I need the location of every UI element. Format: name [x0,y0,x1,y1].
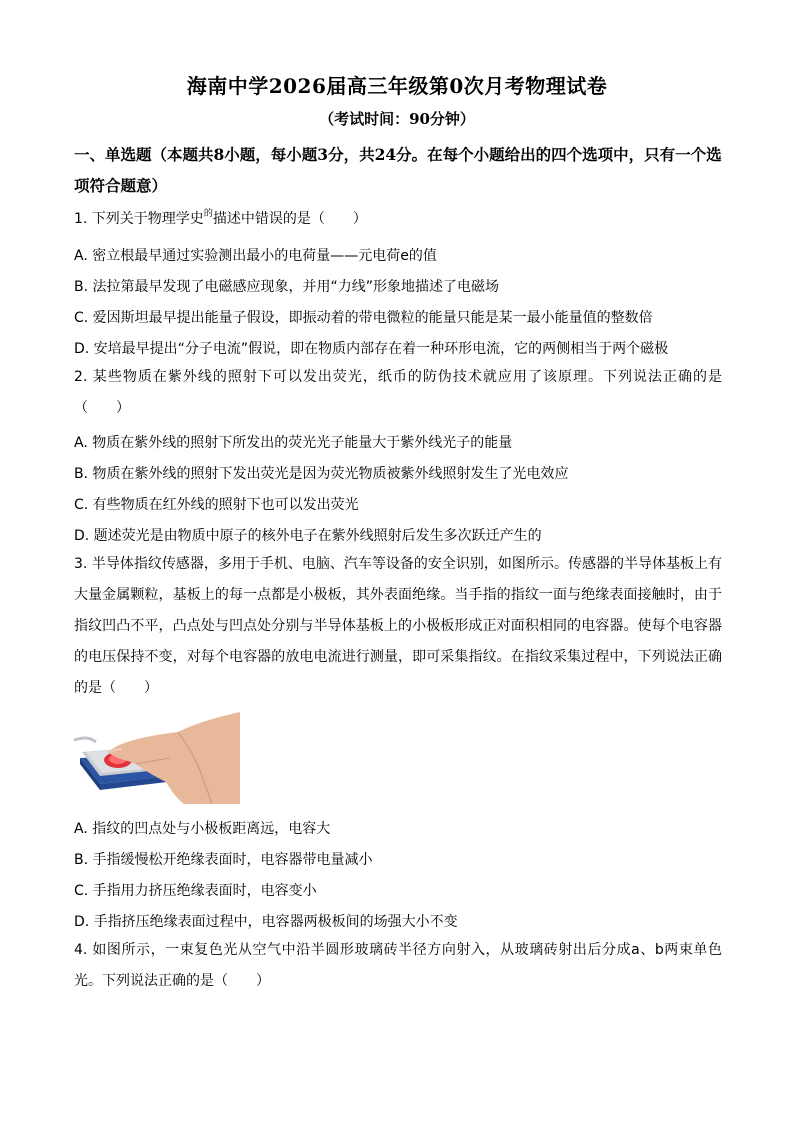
question-1-option-d: D. 安培最早提出“分子电流”假说，即在物质内部存在着一种环形电流，它的两侧相当于两个磁极 [74,341,669,357]
fingerprint-sensor-image [74,712,240,804]
question-2-option-b: B. 物质在紫外线的照射下发出荧光是因为荧光物质被紫外线照射发生了光电效应 [74,466,569,482]
question-3-stem: 3. 半导体指纹传感器，多用于手机、电脑、汽车等设备的安全识别，如图所示。传感器的半导体基板上有大量金属颗粒，基板上的每一点都是小极板，其外表面绝缘。当手指的指纹一面与绝缘表面接触时，由于指纹凹凸不平，凸点处与凹点处分别与半导体基板上的小极板形成正对面积相同的电容器。使每个电容器的电压保持不变，对每个电容器的放电电流进行测量，即可采集指纹。在指纹采集过程中，下列说法正确的是（ ） [74,556,722,696]
exam-duration: （考试时间：90分钟） [319,110,475,128]
question-1-option-b: B. 法拉第最早发现了电磁感应现象，并用“力线”形象地描述了电磁场 [74,279,500,295]
question-3-option-d: D. 手指挤压绝缘表面过程中，电容器两极板间的场强大小不变 [74,914,458,930]
question-2-stem: 2. 某些物质在紫外线的照射下可以发出荧光，纸币的防伪技术就应用了该原理。下列说法正确的是（ ） [74,369,722,416]
question-3-option-c: C. 手指用力挤压绝缘表面时，电容变小 [74,883,317,899]
exam-title: 海南中学2026届高三年级第0次月考物理试卷 [186,74,608,98]
question-1-option-a: A. 密立根最早通过实验测出最小的电荷量——元电荷e的值 [74,248,437,264]
question-2-option-a: A. 物质在紫外线的照射下所发出的荧光光子能量大于紫外线光子的能量 [74,435,513,451]
question-2-option-d: D. 题述荧光是由物质中原子的核外电子在紫外线照射后发生多次跃迁产生的 [74,528,542,544]
question-3-option-b: B. 手指缓慢松开绝缘表面时，电容器带电量减小 [74,852,373,868]
question-2-option-c: C. 有些物质在红外线的照射下也可以发出荧光 [74,497,359,513]
question-1-option-c: C. 爱因斯坦最早提出能量子假设，即振动着的带电微粒的能量只能是某一最小能量值的整数倍 [74,310,653,326]
question-4-stem: 4. 如图所示，一束复色光从空气中沿半圆形玻璃砖半径方向射入，从玻璃砖射出后分成a、b两束单色光。下列说法正确的是（ ） [74,942,722,989]
question-1-stem: 1. 下列关于物理学史$^的$描述中错误的是（ ） [74,209,367,227]
section-heading: 一、单选题（本题共8小题，每小题3分，共24分。在每个小题给出的四个选项中，只有一个选项符合题意） [74,145,722,195]
question-3-option-a: A. 指纹的凹点处与小极板距离远，电容大 [74,821,331,837]
